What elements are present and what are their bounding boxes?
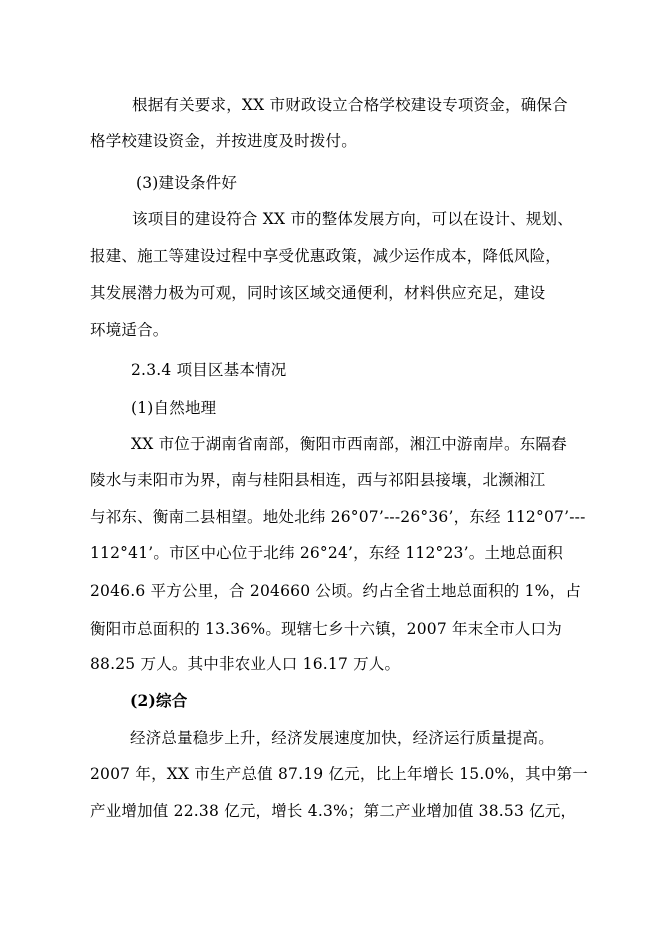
paragraph-line: 2007 年，XX 市生产总值 87.19 亿元，比上年增长 15.0%，其中第一	[90, 765, 588, 783]
paragraph-line: 112°41’。市区中心位于北纬 26°24’，东经 112°23’。土地总面积	[90, 544, 563, 562]
paragraph-line: 产业增加值 22.38 亿元，增长 4.3%；第二产业增加值 38.53 亿元，	[90, 802, 577, 820]
paragraph-line: 环境适合。	[90, 321, 169, 339]
paragraph-line: 衡阳市总面积的 13.36%。现辖七乡十六镇，2007 年末全市人口为	[90, 620, 562, 638]
section-heading: (3)建设条件好	[136, 174, 238, 192]
paragraph-line: 该项目的建设符合 XX 市的整体发展方向，可以在设计、规划、	[132, 210, 573, 228]
paragraph-line: XX 市位于湖南省南部，衡阳市西南部，湘江中游南岸。东隔舂	[131, 435, 567, 453]
paragraph-line: 经济总量稳步上升，经济发展速度加快，经济运行质量提高。	[130, 729, 554, 747]
paragraph-line: 2046.6 平方公里，合 204660 公顷。约占全省土地总面积的 1%，占	[90, 582, 582, 600]
section-heading: (2)综合	[130, 691, 188, 710]
section-heading: 2.3.4 项目区基本情况	[131, 361, 287, 379]
paragraph-line: 报建、施工等建设过程中享受优惠政策，减少运作成本，降低风险，	[90, 247, 562, 265]
paragraph-line: 其发展潜力极为可观，同时该区域交通便利，材料供应充足，建设	[90, 284, 546, 302]
paragraph-line: 陵水与耒阳市为界，南与桂阳县相连，西与祁阳县接壤，北濒湘江	[90, 471, 546, 489]
paragraph-line: 根据有关要求，XX 市财政设立合格学校建设专项资金，确保合	[132, 96, 568, 114]
paragraph-line: 与祁东、衡南二县相望。地处北纬 26°07’---26°36’，东经 112°07’---	[90, 508, 586, 526]
paragraph-line: 88.25 万人。其中非农业人口 16.17 万人。	[90, 655, 401, 673]
paragraph-line: 格学校建设资金，并按进度及时拨付。	[90, 132, 357, 150]
section-heading: (1)自然地理	[131, 399, 217, 417]
